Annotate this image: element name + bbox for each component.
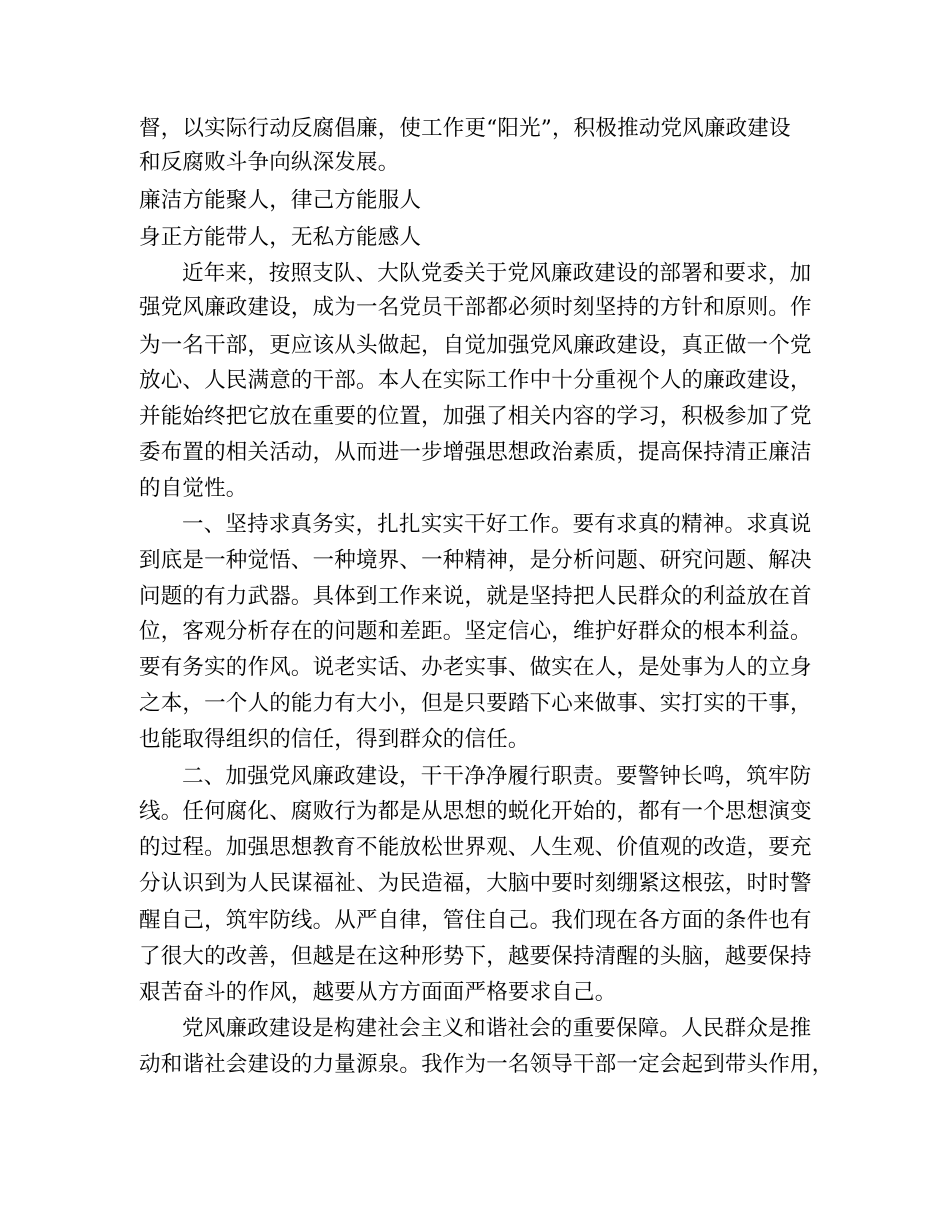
text-line: 一、坚持求真务实，扎扎实实干好工作。要有求真的精神。求真说 [182,512,812,537]
text-line: 党风廉政建设是构建社会主义和谐社会的重要保障。人民群众是推 [182,1016,812,1041]
text-line: 的自觉性。 [139,476,248,501]
text-line: 要有务实的作风。说老实话、办老实事、做实在人，是处事为人的立身 [139,655,812,680]
text-line: 并能始终把它放在重要的位置，加强了相关内容的学习，积极参加了党 [139,404,812,429]
text-line: 也能取得组织的信任，得到群众的信任。 [139,727,530,752]
text-line: 和反腐败斗争向纵深发展。 [139,150,400,175]
text-line: 了很大的改善，但越是在这种形势下，越要保持清醒的头脑，越要保持 [139,944,812,969]
text-line: 二、加强党风廉政建设，干干净净履行职责。要警钟长鸣，筑牢防 [182,764,812,789]
text-line: 醒自己，筑牢防线。从严自律，管住自己。我们现在各方面的条件也有 [139,908,812,933]
text-line: 廉洁方能聚人，律己方能服人 [139,188,422,213]
text-line: 近年来，按照支队、大队党委关于党风廉政建设的部署和要求，加 [182,261,812,286]
text-line: 分认识到为人民谋福祉、为民造福，大脑中要时刻绷紧这根弦，时时警 [139,871,812,896]
text-line: 之本，一个人的能力有大小，但是只要踏下心来做事、实打实的干事， [139,691,812,716]
text-line: 问题的有力武器。具体到工作来说，就是坚持把人民群众的利益放在首 [139,584,812,609]
text-line: 线。任何腐化、腐败行为都是从思想的蜕化开始的，都有一个思想演变 [139,799,812,824]
text-line: 委布置的相关活动，从而进一步增强思想政治素质，提高保持清正廉洁 [139,440,812,465]
text-line: 为一名干部，更应该从头做起，自觉加强党风廉政建设，真正做一个党 [139,333,812,358]
text-line: 到底是一种觉悟、一种境界、一种精神，是分析问题、研究问题、解决 [139,548,812,573]
text-line: 身正方能带人，无私方能感人 [139,225,422,250]
text-line: 强党风廉政建设，成为一名党员干部都必须时刻坚持的方针和原则。作 [139,295,812,320]
text-line: 位，客观分析存在的问题和差距。坚定信心，维护好群众的根本利益。 [139,619,812,644]
text-line: 督，以实际行动反腐倡廉，使工作更“阳光”，积极推动党风廉政建设 [139,116,791,141]
text-line: 放心、人民满意的干部。本人在实际工作中十分重视个人的廉政建设， [139,368,812,393]
text-line: 的过程。加强思想教育不能放松世界观、人生观、价值观的改造，要充 [139,835,812,860]
text-line: 动和谐社会建设的力量源泉。我作为一名领导干部一定会起到带头作用， [139,1052,834,1077]
text-line: 艰苦奋斗的作风，越要从方方面面严格要求自己。 [139,980,617,1005]
